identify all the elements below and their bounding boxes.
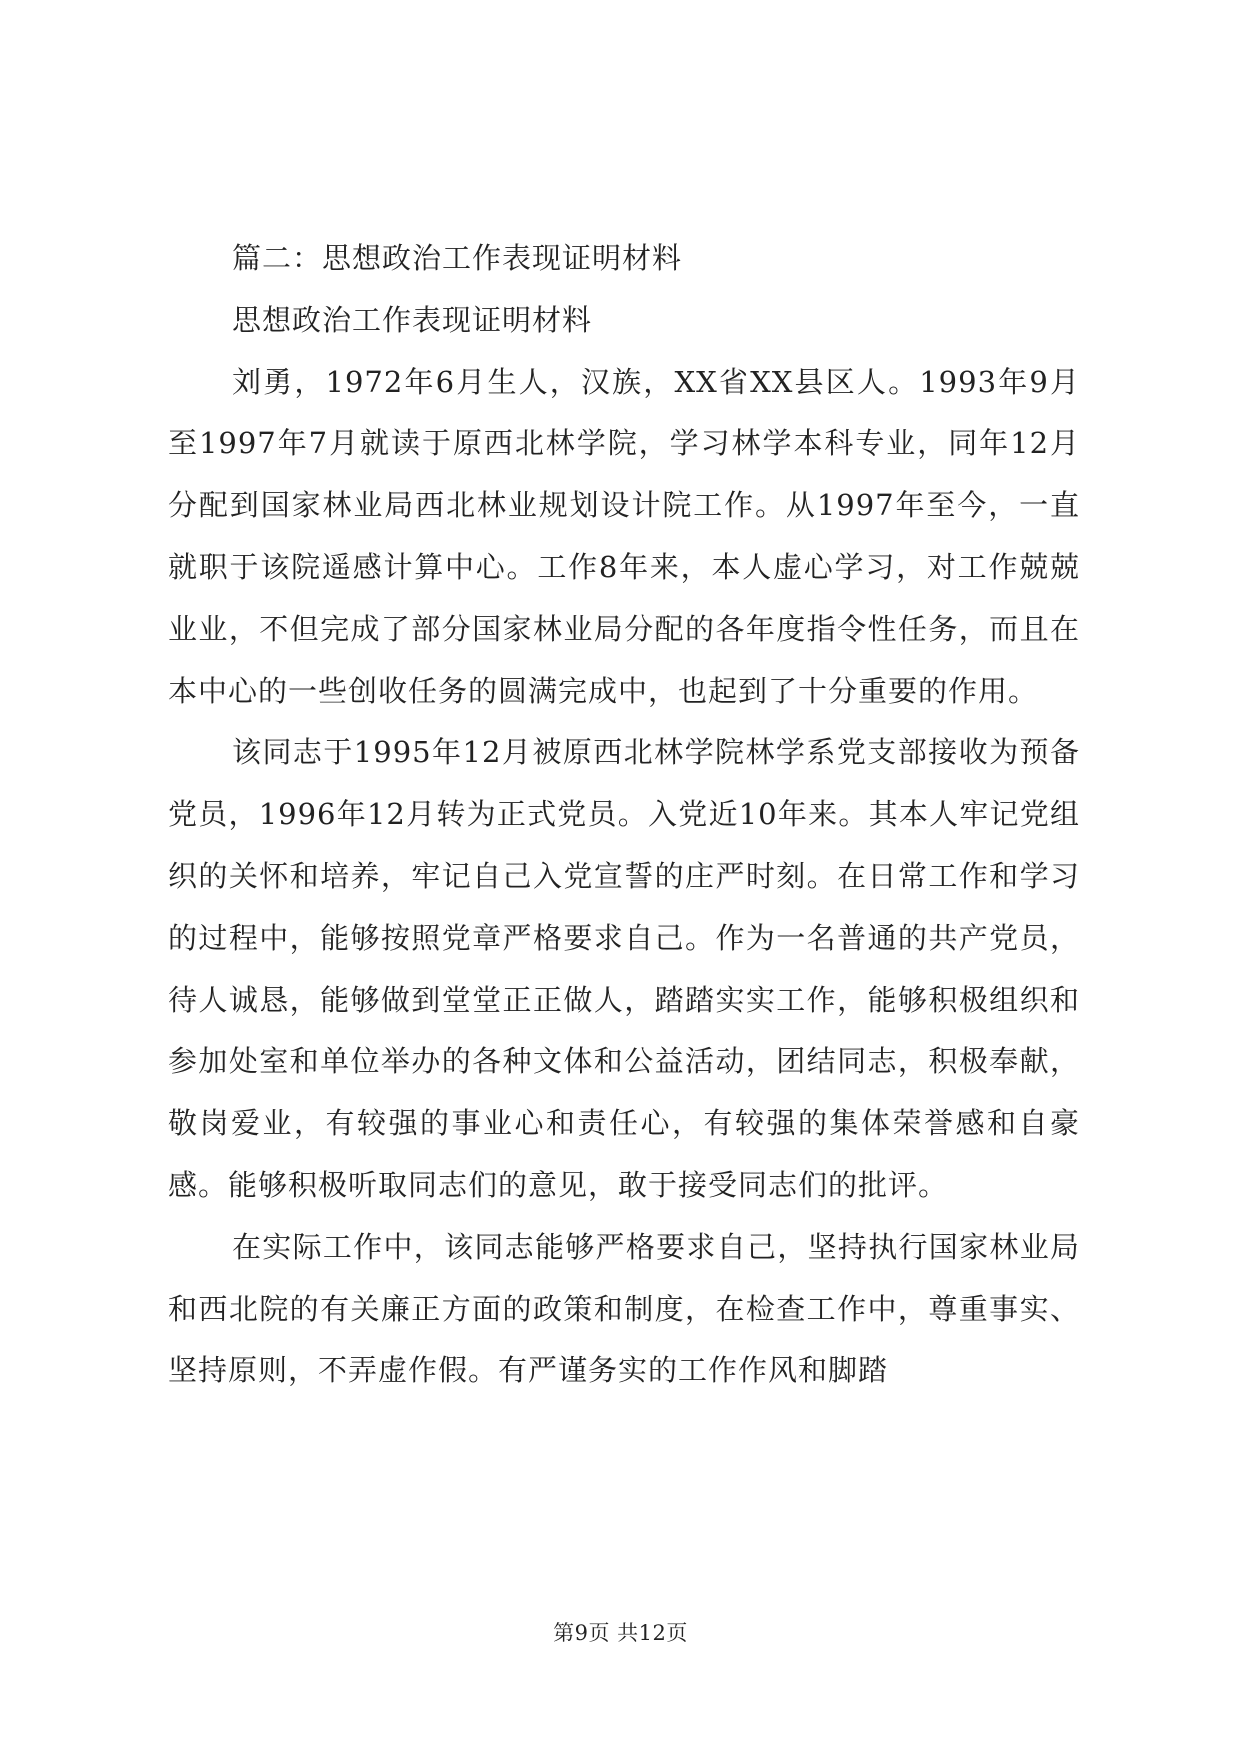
page-number: 第9页 共12页 [553, 1621, 688, 1645]
section-heading: 篇二：思想政治工作表现证明材料 [232, 241, 683, 275]
paragraph-1: 刘勇，1972年6月生人，汉族，XX省XX县区人。1993年9月至1997年7月就读于原西北林学院，学习林学本科专业，同年12月分配到国家林业局西北林业规划设计院工作。从1997年至今，一直就职于该院遥感计算中心。工作8年来，本人虚心学习，对工作兢兢业业，不但完成了部分国家林业局分配的各年度指令性任务，而且在本中心的一些创收任务的圆满完成中，也起到了十分重要的作用。 [168, 364, 1080, 708]
document-body [168, 228, 1080, 1402]
document-title: 思想政治工作表现证明材料 [232, 302, 593, 337]
page-footer [0, 1619, 1241, 1647]
paragraph-3: 在实际工作中，该同志能够严格要求自己，坚持执行国家林业局和西北院的有关廉正方面的政策和制度，在检查工作中，尊重事实、坚持原则，不弄虚作假。有严谨务实的工作作风和脚踏 [168, 1229, 1080, 1388]
paragraph-2: 该同志于1995年12月被原西北林学院林学系党支部接收为预备党员，1996年12月转为正式党员。入党近10年来。其本人牢记党组织的关怀和培养，牢记自己入党宣誓的庄严时刻。在日常工作和学习的过程中，能够按照党章严格要求自己。作为一名普通的共产党员，待人诚恳，能够做到堂堂正正做人，踏踏实实工作，能够积极组织和参加处室和单位举办的各种文体和公益活动，团结同志，积极奉献，敬岗爱业，有较强的事业心和责任心，有较强的集体荣誉感和自豪感。能够积极听取同志们的意见，敢于接受同志们的批评。 [168, 735, 1080, 1202]
